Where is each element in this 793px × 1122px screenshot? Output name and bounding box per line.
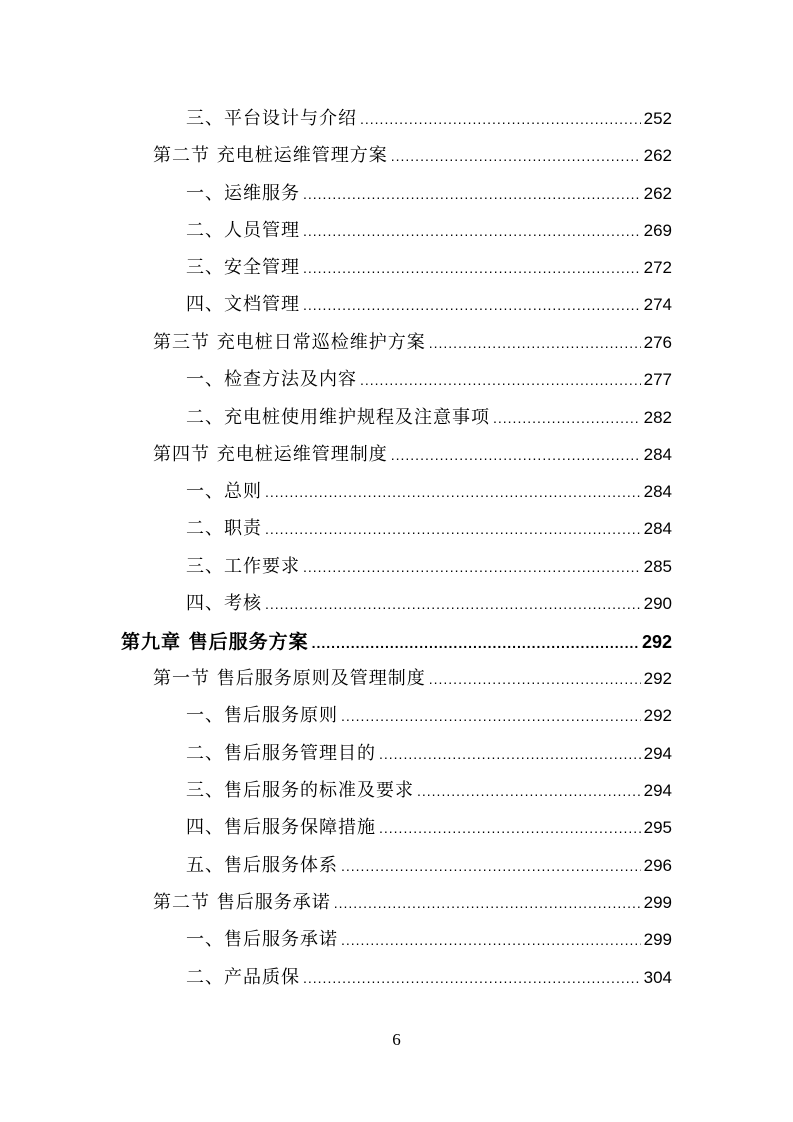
dot-leader xyxy=(303,179,641,209)
toc-entry-label: 第三节 充电桩日常巡检维护方案 xyxy=(153,332,426,353)
toc-entry-label: 四、考核 xyxy=(186,593,262,614)
toc-entry-label: 四、售后服务保障措施 xyxy=(186,817,376,838)
toc-entry[interactable] xyxy=(186,477,672,507)
toc-entry-page: 284 xyxy=(643,519,672,538)
dot-leader xyxy=(303,963,641,993)
dot-leader xyxy=(265,477,641,507)
toc-entry[interactable] xyxy=(186,589,672,619)
toc-entry[interactable] xyxy=(186,403,672,433)
toc-entry-page: 276 xyxy=(643,333,672,352)
toc-entry[interactable] xyxy=(186,552,672,582)
toc-entry-label: 一、检查方法及内容 xyxy=(186,369,357,390)
toc-entry-page: 299 xyxy=(643,930,672,949)
toc-entry-page: 252 xyxy=(643,109,672,128)
dot-leader xyxy=(379,739,641,769)
dot-leader xyxy=(493,403,641,433)
dot-leader xyxy=(334,888,641,918)
toc-entry-label: 二、产品质保 xyxy=(186,967,300,988)
toc-entry-page: 284 xyxy=(643,445,672,464)
toc-entry-page: 299 xyxy=(643,893,672,912)
toc-entry-page: 262 xyxy=(643,146,672,165)
toc-entry[interactable] xyxy=(186,365,672,395)
toc-entry-page: 296 xyxy=(643,856,672,875)
toc-entry-page: 269 xyxy=(643,221,672,240)
toc-entry-label: 二、人员管理 xyxy=(186,220,300,241)
toc-entry-label: 三、安全管理 xyxy=(186,257,300,278)
toc-entry-page: 294 xyxy=(643,744,672,763)
toc-entry-label: 一、总则 xyxy=(186,481,262,502)
toc-entry[interactable] xyxy=(186,216,672,246)
toc-entry-label: 第二节 充电桩运维管理方案 xyxy=(153,145,388,166)
toc-entry-page: 292 xyxy=(643,669,672,688)
toc-entry-page: 294 xyxy=(643,781,672,800)
dot-leader xyxy=(341,925,641,955)
toc-entry-label: 三、售后服务的标准及要求 xyxy=(186,780,414,801)
dot-leader xyxy=(429,664,641,694)
dot-leader xyxy=(417,776,641,806)
dot-leader xyxy=(341,701,641,731)
page-number: 6 xyxy=(392,1030,401,1049)
toc-entry-page: 274 xyxy=(643,295,672,314)
dot-leader xyxy=(341,851,641,881)
toc-entry-page: 292 xyxy=(643,706,672,725)
dot-leader xyxy=(303,253,641,283)
dot-leader xyxy=(391,440,641,470)
dot-leader xyxy=(429,328,641,358)
toc-entry[interactable] xyxy=(186,776,672,806)
toc-entry-page: 285 xyxy=(643,557,672,576)
toc-entry[interactable] xyxy=(186,739,672,769)
toc-entry[interactable] xyxy=(186,290,672,320)
dot-leader xyxy=(265,514,641,544)
dot-leader xyxy=(391,141,641,171)
toc-entry[interactable] xyxy=(153,888,672,918)
toc-entry-label: 第二节 售后服务承诺 xyxy=(153,892,331,913)
toc-entry[interactable] xyxy=(186,925,672,955)
toc-entry-page: 290 xyxy=(643,594,672,613)
toc-entry-label: 二、职责 xyxy=(186,518,262,539)
toc-entry-page: 282 xyxy=(643,408,672,427)
toc-entry[interactable] xyxy=(153,664,672,694)
toc-chapter-entry[interactable] xyxy=(121,627,672,657)
toc-entry[interactable] xyxy=(153,141,672,171)
toc-entry-page: 272 xyxy=(643,258,672,277)
toc-entry-page: 284 xyxy=(643,482,672,501)
toc-entry-label: 三、工作要求 xyxy=(186,556,300,577)
toc-entry-label: 第九章 售后服务方案 xyxy=(121,631,309,653)
toc-entry-label: 四、文档管理 xyxy=(186,294,300,315)
dot-leader xyxy=(379,813,641,843)
toc-entry[interactable] xyxy=(186,851,672,881)
toc-entry-label: 一、售后服务承诺 xyxy=(186,929,338,950)
toc-entry[interactable] xyxy=(186,104,672,134)
toc-entry-label: 一、售后服务原则 xyxy=(186,705,338,726)
toc-entry[interactable] xyxy=(186,963,672,993)
toc-entry-label: 二、售后服务管理目的 xyxy=(186,743,376,764)
toc-entry-label: 二、充电桩使用维护规程及注意事项 xyxy=(186,407,490,428)
toc-entry[interactable] xyxy=(153,440,672,470)
toc-entry-page: 277 xyxy=(643,370,672,389)
toc-entry-page: 304 xyxy=(643,968,672,987)
toc-entry-label: 一、运维服务 xyxy=(186,183,300,204)
toc-entry-label: 第四节 充电桩运维管理制度 xyxy=(153,444,388,465)
toc-entry-label: 五、售后服务体系 xyxy=(186,855,338,876)
dot-leader xyxy=(360,104,641,134)
dot-leader xyxy=(360,365,641,395)
dot-leader xyxy=(265,589,641,619)
toc-entry-page: 262 xyxy=(643,184,672,203)
toc-entry[interactable] xyxy=(186,514,672,544)
dot-leader xyxy=(303,216,641,246)
toc-entry[interactable] xyxy=(186,813,672,843)
toc-entry[interactable] xyxy=(186,253,672,283)
toc-entry-page: 292 xyxy=(641,632,672,652)
toc-entry[interactable] xyxy=(153,328,672,358)
toc-entry-label: 第一节 售后服务原则及管理制度 xyxy=(153,668,426,689)
dot-leader xyxy=(303,552,641,582)
toc-entry[interactable] xyxy=(186,179,672,209)
dot-leader xyxy=(312,628,639,658)
toc-entry-label: 三、平台设计与介绍 xyxy=(186,108,357,129)
dot-leader xyxy=(303,290,641,320)
toc-entry-page: 295 xyxy=(643,818,672,837)
toc-entry[interactable] xyxy=(186,701,672,731)
